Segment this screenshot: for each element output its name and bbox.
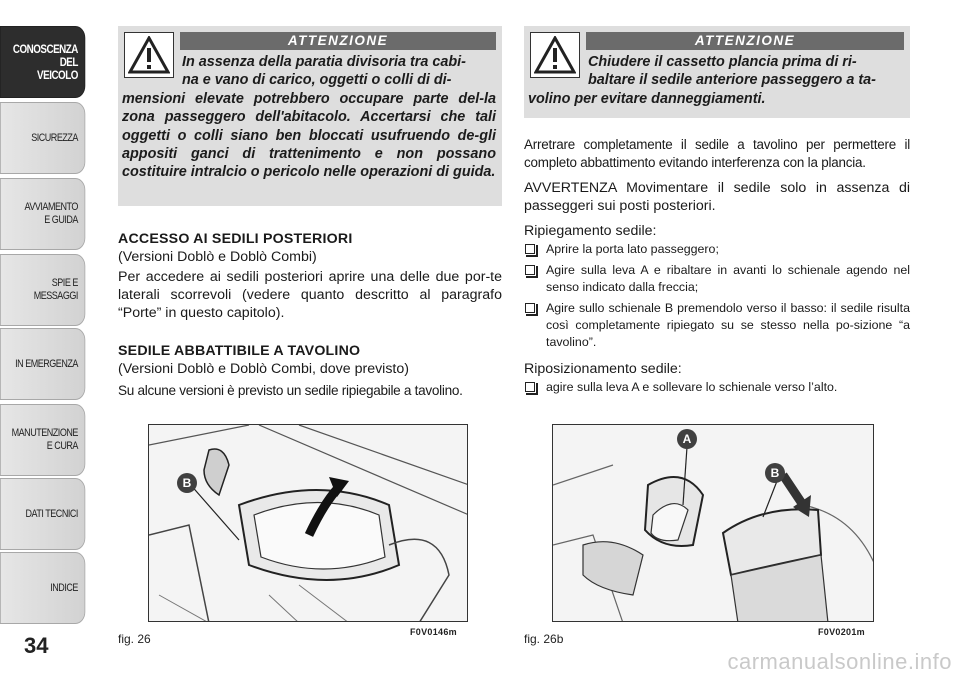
heading-ripiegamento: Ripiegamento sedile: — [524, 223, 657, 239]
section-subtitle-accesso: (Versioni Doblò e Doblò Combi) — [118, 249, 317, 265]
list-item: agire sulla leva A e sollevare lo schienale verso l’alto. — [524, 379, 910, 396]
warning-text: Chiudere il cassetto plancia prima di ri- baltare il sedile anteriore passeggero a ta- volino per evitare danneggiamenti. — [528, 54, 876, 107]
figure-caption-26: fig. 26 — [118, 632, 151, 646]
tab-conoscenza-del-veicolo[interactable]: CONOSCENZA DEL VEICOLO — [0, 26, 85, 98]
list-item: Aprire la porta lato passeggero; — [524, 241, 910, 258]
list-item: Agire sullo schienale B premendolo verso il basso: il sedile risulta così completamente ripiegato su se stesso nella po-sizione “a tavolino”. — [524, 300, 910, 351]
warning-header: ATTENZIONE — [180, 32, 496, 50]
paragraph-avvertenza: AVVERTENZA Movimentare il sedile solo in assenza di passeggeri sui posti posteriori. — [524, 180, 910, 214]
heading-riposizionamento: Riposizionamento sedile: — [524, 361, 682, 377]
list-item: Agire sulla leva A e ribaltare in avanti lo schienale agendo nel senso indicato dalla freccia; — [524, 262, 910, 296]
figure-code-26: F0V0146m — [410, 627, 457, 637]
checkbox-bullet-icon — [525, 244, 535, 254]
badge-a: A — [677, 429, 697, 449]
tab-spie-e-messaggi[interactable]: SPIE E MESSAGGI — [0, 254, 85, 326]
figure-26b — [552, 424, 874, 622]
tab-avviamento-e-guida[interactable]: AVVIAMENTO E GUIDA — [0, 178, 85, 250]
checkbox-bullet-icon — [525, 265, 535, 275]
figure-26b-illustration — [553, 425, 874, 622]
warning-box-right — [524, 26, 910, 118]
figure-caption-26b: fig. 26b — [524, 632, 564, 646]
checkbox-bullet-icon — [525, 303, 535, 313]
tab-dati-tecnici[interactable]: DATI TECNICI — [0, 478, 85, 550]
page-number: 34 — [24, 633, 49, 658]
warning-header: ATTENZIONE — [586, 32, 904, 50]
paragraph-sedile: Su alcune versioni è previsto un sedile ripiegabile a tavolino. — [118, 383, 463, 398]
tab-indice[interactable]: INDICE — [0, 552, 85, 624]
section-subtitle-sedile: (Versioni Doblò e Doblò Combi, dove previsto) — [118, 361, 409, 377]
figure-code-26b: F0V0201m — [818, 627, 865, 637]
section-title-sedile: SEDILE ABBATTIBILE A TAVOLINO — [118, 343, 361, 359]
figure-26 — [148, 424, 468, 622]
checkbox-bullet-icon — [525, 382, 535, 392]
watermark: carmanualsonline.info — [727, 649, 952, 674]
left-column — [118, 230, 502, 400]
warning-box-left — [118, 26, 502, 206]
right-column — [524, 136, 910, 396]
tab-manutenzione-e-cura[interactable]: MANUTENZIONE E CURA — [0, 404, 85, 476]
badge-b: B — [177, 473, 197, 493]
warning-text: In assenza della paratia divisoria tra cabi- na e vano di carico, oggetti o colli di di- mensioni elevate potrebbero occupare parte del-la zona passeggero dell'abitacolo. Accertarsi che tali oggetti o colli siano ben bloccati usufruendo de-gli appositi ganci di trattenimento e non possano costituire intralcio o pericolo nelle operazioni di guida. — [122, 54, 496, 181]
figure-26-illustration — [149, 425, 468, 622]
tab-sicurezza[interactable]: SICUREZZA — [0, 102, 85, 174]
paragraph-accesso: Per accedere ai sedili posteriori aprire una delle due por-te laterali scorrevoli (vedere quanto descritto al paragrafo “Porte” in questo capitolo). — [118, 269, 502, 321]
section-title-accesso: ACCESSO AI SEDILI POSTERIORI — [118, 231, 353, 247]
badge-b: B — [765, 463, 785, 483]
paragraph-arretrare: Arretrare completamente il sedile a tavolino per permettere il completo abbattimento evitando interferenza con la plancia. — [524, 137, 910, 170]
tab-in-emergenza[interactable]: IN EMERGENZA — [0, 328, 85, 400]
